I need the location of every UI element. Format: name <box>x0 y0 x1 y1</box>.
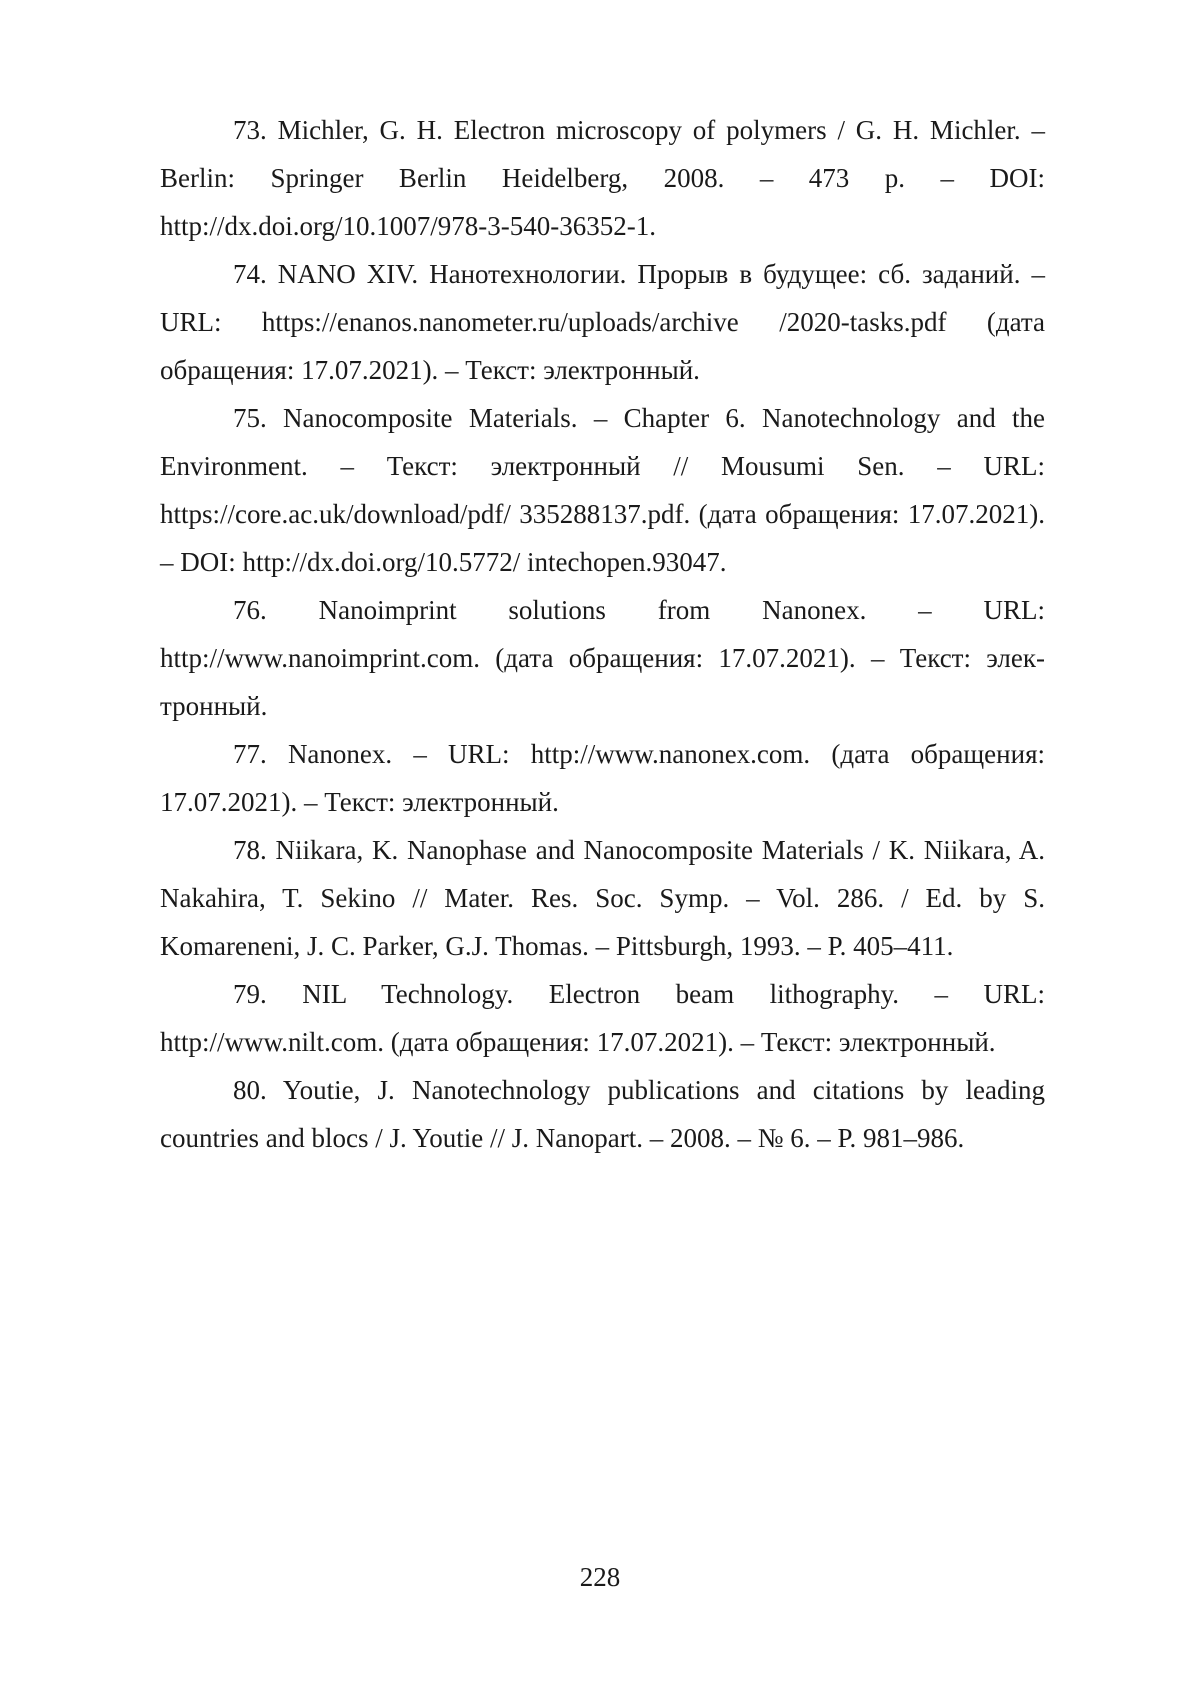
reference-79: 79. NIL Technology. Electron beam lithography. – URL: http://www.nilt.com. (дата обращения: 17.07.2021). – Текст: электронный. <box>160 979 1045 1057</box>
reference-80: 80. Youtie, J. Nanotechnology publications and citations by leading countries and blocs / J. Youtie // J. Nanopart. – 2008. – № 6. – P. 981–986. <box>160 1075 1045 1153</box>
reference-76: 76. Nanoimprint solutions from Nanonex. – URL: http://www.nanoimprint.com. (дата обращения: 17.07.2021). – Текст: электронный. <box>160 595 1045 721</box>
reference-74: 74. NANO XIV. Нанотехнологии. Прорыв в будущее: сб. заданий. – URL: https://enanos.nanometer.ru/uploads/archive /2020-tasks.pdf (дата обращения: 17.07.2021). – Текст: электронный. <box>160 259 1045 385</box>
reference-75: 75. Nanocomposite Materials. – Chapter 6. Nanotechnology and the Environment. – Текст: электронный // Mousumi Sen. – URL: https://core.ac.uk/download/pdf/ 335288137.pdf. (дата обращения: 17.07.2021). – DOI: http://dx.doi.org/10.5772/ intechopen.93047. <box>160 403 1045 577</box>
reference-list <box>160 106 1045 1162</box>
reference-77: 77. Nanonex. – URL: http://www.nanonex.com. (дата обращения: 17.07.2021). – Текст: электронный. <box>160 739 1045 817</box>
reference-73: 73. Michler, G. H. Electron microscopy of polymers / G. H. Michler. – Berlin: Springer Berlin Heidelberg, 2008. – 473 p. – DOI: http://dx.doi.org/10.1007/978-3-540-36352-1. <box>160 115 1045 241</box>
reference-78: 78. Niikara, K. Nanophase and Nanocomposite Materials / K. Niikara, A. Nakahira, T. Sekino // Mater. Res. Soc. Symp. – Vol. 286. / Ed. by S. Komareneni, J. C. Parker, G.J. Thomas. – Pittsburgh, 1993. – P. 405–411. <box>160 835 1045 961</box>
page-number: 228 <box>579 1562 621 1592</box>
